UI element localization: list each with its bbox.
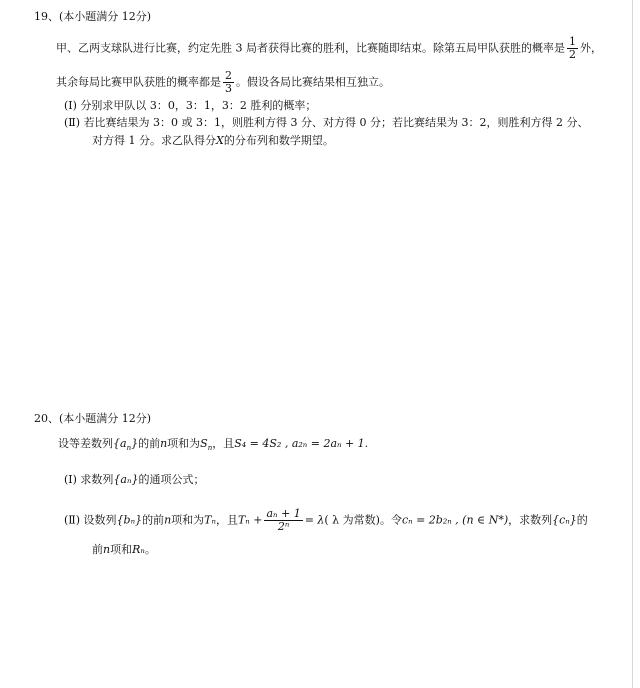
q20-part2-line2	[92, 543, 156, 557]
q20-header: 20、(本小题满分 12分)	[34, 412, 152, 425]
q19-stem-line1	[56, 36, 602, 61]
q20-stem-c: 项和为	[167, 437, 201, 450]
q19-frac-den: 2	[569, 48, 576, 61]
q19-header: 19、(本小题满分 12分)	[34, 10, 152, 23]
q20-part1-a: (Ⅰ) 求数列	[64, 473, 114, 486]
q20-part2-T: Tₙ	[204, 513, 216, 527]
q20-part2-seq-b: {bₙ}	[116, 513, 143, 527]
q20-part2-line1	[64, 508, 588, 533]
q20-part2-2R: Rₙ	[132, 543, 145, 556]
q20-stem	[58, 437, 368, 455]
q20-part2-T2: Tₙ +	[237, 513, 263, 527]
q20-var-n: n	[160, 437, 168, 450]
q19-frac2-num: 2	[225, 69, 232, 82]
q20-part1-b: 的通项公式；	[138, 473, 205, 486]
q19-frac-num: 1	[569, 35, 576, 48]
q19-stem-2a: 其余每局比赛甲队获胜的概率都是	[56, 75, 221, 89]
q20-part2-2c: 。	[144, 543, 156, 556]
q20-part2-e: = λ	[304, 513, 325, 527]
q19-fraction-two-thirds	[223, 70, 234, 95]
q20-part2-cdef: cₙ = 2b₂ₙ , (n ∈ N*)	[401, 513, 509, 527]
q19-part2-2b: 的分布列和数学期望。	[223, 134, 334, 147]
q20-frac-den: 2ⁿ	[277, 520, 290, 533]
q19-part2-line1: (Ⅱ) 若比赛结果为 3：0 或 3：1，则胜利方得 3 分、对方得 0 分；若比赛结果为 3：2，则胜利方得 2 分、	[64, 116, 589, 129]
q20-part1	[64, 473, 204, 487]
q20-part2-seq-c: {cₙ}	[552, 513, 577, 527]
q20-part2-n: n	[164, 513, 172, 527]
q19-stem-2b: 。假设各局比赛结果相互独立。	[236, 75, 390, 89]
q19-var-x: X	[216, 134, 224, 147]
q20-stem-d: ，且	[212, 437, 235, 450]
q19-part1: (Ⅰ) 分别求甲队以 3：0，3：1，3：2 胜利的概率；	[64, 99, 317, 112]
q20-seq-a: $\{a_n\}$	[113, 437, 139, 452]
q20-part2-2n: n	[103, 543, 111, 556]
q20-part2-2a: 前	[92, 543, 103, 556]
q20-frac-num: aₙ + 1	[266, 507, 301, 520]
q20-part2-a: (Ⅱ) 设数列	[64, 513, 117, 527]
q20-stem-a: 设等差数列	[58, 437, 113, 450]
q20-part2-d: ，且	[215, 513, 238, 527]
q19-stem-line2	[56, 70, 390, 95]
q20-part2-2b: 项和	[110, 543, 133, 556]
q20-fraction	[264, 508, 302, 533]
q20-part2-g: ，求数列	[508, 513, 553, 527]
q19-frac2-den: 3	[225, 82, 232, 95]
q20-part2-f: ( λ 为常数)。令	[324, 513, 402, 527]
q19-stem-1a: 甲、乙两支球队进行比赛，约定先胜 3 局者获得比赛的胜利，比赛随即结束。除第五局甲队获胜的概率是	[56, 41, 565, 55]
q20-stem-b: 的前	[138, 437, 161, 450]
q20-part2-b: 的前	[142, 513, 165, 527]
q20-part1-seq: {aₙ}	[113, 473, 139, 486]
q20-part2-h: 的	[576, 513, 588, 527]
q19-stem-1b: 外，	[580, 41, 602, 55]
q20-equation: S₄ = 4S₂ , a₂ₙ = 2aₙ + 1.	[234, 437, 369, 450]
q20-var-S: $S_n$	[200, 437, 213, 452]
q19-part2-line2	[92, 134, 334, 148]
q19-part2-2a: 对方得 1 分。求乙队得分	[92, 134, 216, 147]
q19-fraction-half	[567, 36, 578, 61]
q20-part2-c: 项和为	[171, 513, 205, 527]
page-edge	[632, 0, 633, 688]
